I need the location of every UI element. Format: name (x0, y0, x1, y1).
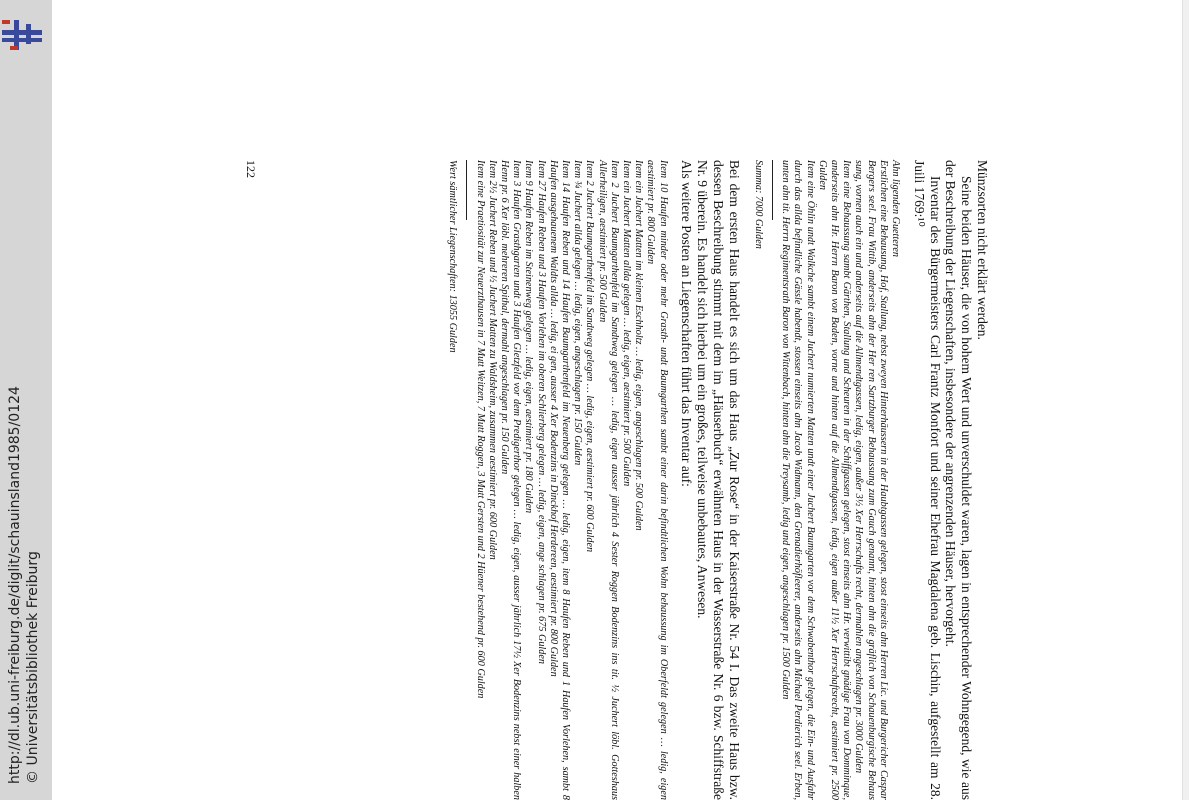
copyright-notice: © Universitätsbibliothek Freiburg (25, 551, 41, 784)
sidebar-strip (0, 0, 52, 800)
list-item: Item eine Praetiosität zur Neuerzthausen in 7 Mutt Weitzen, 7 Mutt Roggen, 3 Mutt Gersten und 2 Hüener bestehend pr. 600 Gulden (474, 160, 486, 699)
list-item: Item ein Juchert Matten allda gelegen … ledig, eigen, aestimiert pr. 500 Gulden (620, 160, 632, 487)
list1-title: Ahn ligenden Guetteren (890, 160, 902, 257)
list-item: Item 10 Haufen minder oder mehr Grasth- undt Baumgarthen sambt einer darin befindtlichen Wohn behaussung im Oberfeldt gelegen … ledig, eigen aestimiert pr. 800 Gulden (645, 160, 669, 800)
page-number: 122 (244, 160, 258, 178)
university-logo-icon (0, 6, 46, 52)
list-item: Item eine Öhlin undt Walkche sambt einem Juchert numierten Matten undt einer Juchert Baumgarten vor dem Schwabenthor gelegen, die Ein- und Ausfahr durch das allda befindliche Gässle habendt, stossen einseits ahn Jacob Widmann, den Grenadierhöfleerer, anderseits ahn Michael Perdierich seel. Erben, unten ahn tit. Herrn Regimentsrath Baron von Wittenbach, hinten ahn die Treysamb, ledig und eigen, angeschlagen pr. 1500 Gulden (780, 160, 816, 800)
divider (772, 160, 773, 220)
list-item: Item 2 Juchert Baumgarthenfeld im Sandtweg gelegen … ledig, eigen ausser jährlich 4 Sester Roggen Bodenzins ins tit. ½ Juchert löbl. Gotteshaus Allerheiligen, aestimiert pr. 500 Gulden (596, 160, 620, 800)
paragraph-1: Münzsorten nicht erklärt werden. (975, 160, 990, 340)
scrollbar-edge[interactable] (1182, 0, 1189, 800)
list-item: Item eine Behaussung sambt Gärthen, Stallung und Scheuren in der Schiffgassen gelegen, stost einseits ahn Hr. verwittibt gnädige Frau von Domminque, anderseits ahn Hr. Herrn Baron von Baden, vorne und hinten auf die Allmendtgassen, ledig, eigen außer 11½ Xer Herrschaftsrecht, aestimiert pr. 2500 Gulden (816, 160, 853, 800)
list-item: Item 3 Haufen Grasthgarten undt 3 Haufen Gletzfeld vor dem Predigerthor gelegen … ledig, eigen, ausser jährlich 17½ Xer Bodenzins nebst einer halben Henn pr. 6 Xer löbl. mehreren Spithal, dermahl angeschlagen pr. 150 Gulden (498, 160, 523, 800)
summa-line: Summa: 7000 Gulden (752, 160, 764, 249)
list-item: Erstlichen eine Behausung, Hof, Stallung, nebst zweyen Hinterhäussern in der Haubtgassen gelegen, stost einseits ahn Herren Lic. und Burgericher Caspar Bergers seel. Frau Wittib, anderseits ahn der Her ren Sartzburger Behaussung zum Gauch genannt, hinten ahn die gräflich von Schauenburgische Behaus sung, vornen auch ein und anderseits auf die Allmendtgassen, ledig, eigen, außer 3½ Xer Herrschafts recht, dermahlen angeschlagen pr. 3000 Gulden (853, 160, 889, 800)
list-item: Item ein Juchert Matten im kleinen Eschholtz … ledig, eigen, angeschlagen pr. 500 Gulden (633, 160, 645, 531)
list-item: Item ¾ Juchert allda gelegen … ledig, eigen, angeschlagen pr. 150 Gulden (572, 160, 584, 466)
source-url[interactable]: http://dl.ub.uni-freiburg.de/diglit/schauinsland1985/0124 (7, 386, 23, 784)
paragraph-3: Inventar des Bürgermeisters Carl Frantz Monfort und seiner Ehefrau Magdalena geb. Lischin, aufgestellt am 28. Juili 1769:¹⁰ (911, 160, 943, 800)
total-value-line: Wert sämtlicher Liegenschaften: 13055 Gulden (447, 160, 459, 353)
list-item: Item 14 Haufen Reben und 14 Haufen Baumgarthenfeld im Neuenberg gelegen … ledig, eigen, item 8 Haufen Reben und 1 Haufen Vorlehen, sambt 8 Haufen ausgehauenem Waldts allda … ledig, ei gen, ausser 4 Xer Bodenzins in Dinckhof Herdereen, aestimiert pr. 800 Gulden (547, 160, 571, 800)
divider (466, 160, 467, 220)
list-item: Item 9 Haufen Reben im Steinenweg gelegen … ledig, eigen, aestimiert pr. 180 Gulden (523, 160, 535, 514)
source-credit (6, 386, 42, 784)
inventory-list-2 (446, 160, 668, 800)
paragraph-5: Als weitere Posten an Liegenschaften führt das Inventar auf: (679, 160, 695, 487)
rotated-document-page (244, 160, 990, 800)
paragraph-2: Seine beiden Häuser, die von hohem Wert und unverschuldet waren, lagen in entsprechender Wohngegend, wie aus der Beschreibung der Liegenschaften, insbesondere der angrenzenden Häuser, hervorgeht. (943, 160, 975, 800)
paragraph-4: Bei dem ersten Haus handelt es sich um das Haus „Zur Rose“ in der Kaiserstraße Nr. 54 I. Das zweite Haus bzw. dessen Beschreibung stimmt mit dem im „Häuserbuch“ erwähnten Haus in der Wasserstraße Nr. 6 bzw. Schiffstraße Nr. 9 überein. Es handelt sich hierbei um ein großes, teilweise unbebautes, Anwesen. (695, 160, 742, 800)
inventory-list-1 (752, 160, 901, 800)
list-item: Item 2½ Juchert Reben und ½ Juchert Matten zu Waldsheim, zusammen aestimiert pr. 600 Gulden (486, 160, 498, 560)
list-item: Item 27 Haufen Reben und 3 Haufen Vorlehen im oberen Schlierberg gelegen … ledig, eigen, ange schlagen pr. 675 Gulden (535, 160, 547, 664)
list-item: Item 2 Juchert Baumgarthenfeld im Sandtweg gelegen … ledig, eigen, aestimiert pr. 600 Gulden (584, 160, 596, 553)
